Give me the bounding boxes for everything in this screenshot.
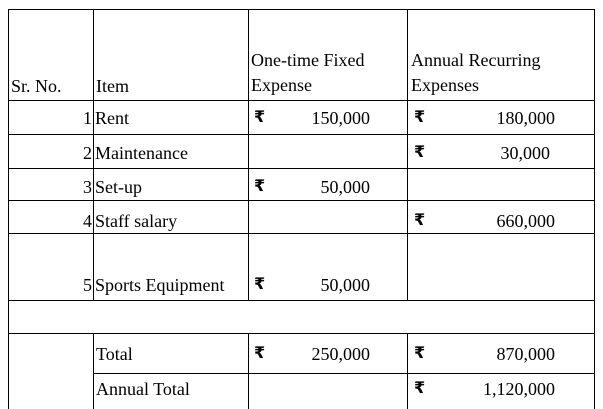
rupee-icon: ₹ — [254, 107, 266, 126]
row-5-one-time: 50,000 — [320, 275, 370, 295]
rupee-icon: ₹ — [414, 107, 426, 126]
row-4-annual: 660,000 — [496, 211, 555, 231]
row-1-sr: 1 — [83, 108, 92, 128]
header-annual-line2: Expenses — [411, 75, 479, 95]
rupee-icon: ₹ — [254, 176, 266, 195]
row-2-sr: 2 — [83, 143, 92, 163]
header-one-time-line1: One-time Fixed — [251, 50, 365, 70]
header-item: Item — [96, 76, 129, 96]
row-5-sr: 5 — [83, 275, 92, 295]
header-annual-line1: Annual Recurring — [411, 50, 541, 70]
annual-total-label: Annual Total — [96, 379, 190, 399]
total-label: Total — [96, 344, 133, 364]
row-1-one-time: 150,000 — [311, 108, 370, 128]
row-4-sr: 4 — [83, 211, 92, 231]
annual-total-annual: 1,120,000 — [483, 379, 555, 399]
total-annual: 870,000 — [496, 344, 555, 364]
row-3-one-time: 50,000 — [320, 177, 370, 197]
rupee-icon: ₹ — [414, 343, 426, 362]
row-1-item: Rent — [95, 108, 129, 128]
row-4-item: Staff salary — [95, 211, 178, 231]
total-one-time: 250,000 — [311, 344, 370, 364]
rupee-icon: ₹ — [254, 274, 266, 293]
rupee-icon: ₹ — [414, 378, 426, 397]
header-sr-no: Sr. No. — [11, 76, 62, 96]
header-one-time-line2: Expense — [251, 75, 312, 95]
row-2-item: Maintenance — [95, 143, 188, 163]
row-3-item: Set-up — [95, 177, 142, 197]
rupee-icon: ₹ — [414, 210, 426, 229]
rupee-icon: ₹ — [414, 142, 426, 161]
rupee-icon: ₹ — [254, 343, 266, 362]
row-5-item: Sports Equipment — [95, 275, 225, 295]
row-1-annual: 180,000 — [496, 108, 555, 128]
row-3-sr: 3 — [83, 177, 92, 197]
row-2-annual: 30,000 — [500, 143, 550, 163]
